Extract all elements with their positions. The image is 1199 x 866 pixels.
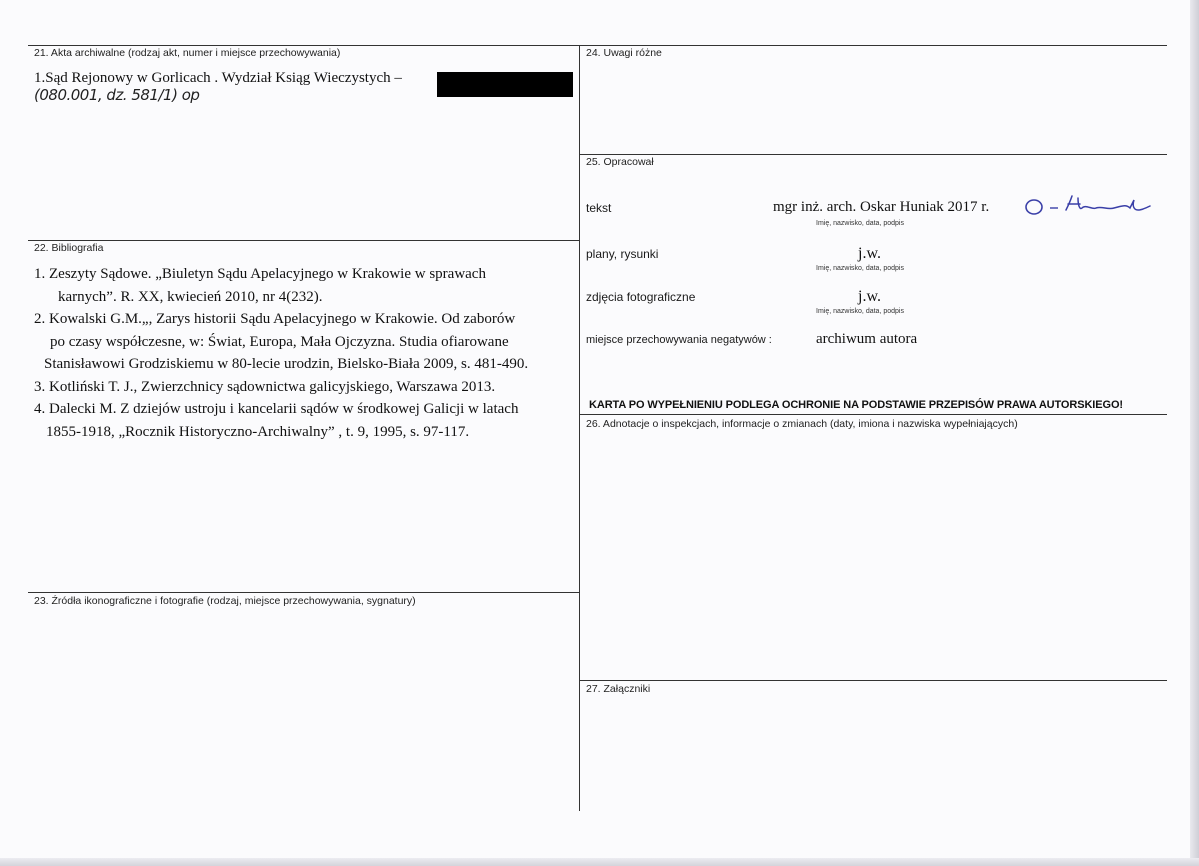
row-tekst-value: mgr inż. arch. Oskar Huniak 2017 r. bbox=[773, 199, 990, 215]
row-plany-caption: Imię, nazwisko, data, podpis bbox=[816, 265, 904, 272]
section-26-label: 26. Adnotacje o inspekcjach, informacje o zmianach (daty, imiona i nazwiska wypełniających) bbox=[586, 418, 1018, 430]
rule-23 bbox=[28, 592, 579, 593]
bibliography-line: po czasy współczesne, w: Świat, Europa, Mała Ojczyzna. Studia ofiarowane bbox=[50, 333, 509, 350]
section-22-label: 22. Bibliografia bbox=[34, 242, 104, 254]
negatives-value: archiwum autora bbox=[816, 331, 918, 347]
section-21-entry: 1.Sąd Rejonowy w Gorlicach . Wydział Ksiąg Wieczystych – bbox=[34, 70, 402, 86]
section-25-label: 25. Opracował bbox=[586, 156, 654, 168]
section-27-label: 27. Załączniki bbox=[586, 683, 651, 695]
bibliography-line: 4. Dalecki M. Z dziejów ustroju i kancelarii sądów w środkowej Galicji w latach bbox=[34, 401, 519, 417]
row-zdjecia-label: zdjęcia fotograficzne bbox=[586, 290, 696, 304]
redaction-box bbox=[437, 72, 573, 97]
bibliography-line: 2. Kowalski G.M.„, Zarys historii Sądu Apelacyjnego w Krakowie. Od zaborów bbox=[34, 311, 516, 327]
negatives-label: miejsce przechowywania negatywów : bbox=[586, 334, 772, 346]
row-plany-value: j.w. bbox=[858, 245, 881, 262]
section-23-label: 23. Źródła ikonograficzne i fotografie (rodzaj, miejsce przechowywania, sygnatury) bbox=[34, 595, 416, 607]
section-21-label: 21. Akta archiwalne (rodzaj akt, numer i miejsce przechowywania) bbox=[34, 47, 341, 59]
copyright-notice: KARTA PO WYPEŁNIENIU PODLEGA OCHRONIE NA PODSTAWIE PRZEPISÓW PRAWA AUTORSKIEGO! bbox=[589, 399, 1123, 411]
scan-edge-bottom bbox=[0, 858, 1199, 866]
center-divider bbox=[579, 45, 580, 811]
bibliography-list bbox=[34, 263, 574, 443]
section-21-handwritten: (080.001, dz. 581/1) op bbox=[34, 86, 200, 104]
bibliography-line: 1855-1918, „Rocznik Historyczno-Archiwalny” , t. 9, 1995, s. 97-117. bbox=[46, 423, 470, 440]
section-24-label: 24. Uwagi różne bbox=[586, 47, 662, 59]
bibliography-line: 3. Kotliński T. J., Zwierzchnicy sądownictwa galicyjskiego, Warszawa 2013. bbox=[34, 378, 496, 395]
bibliography-line: karnych”. R. XX, kwiecień 2010, nr 4(232). bbox=[58, 288, 323, 305]
rule-22 bbox=[28, 240, 579, 241]
row-tekst-label: tekst bbox=[586, 201, 612, 215]
top-rule-left bbox=[28, 45, 579, 46]
row-zdjecia-value: j.w. bbox=[858, 288, 881, 305]
row-zdjecia-caption: Imię, nazwisko, data, podpis bbox=[816, 308, 904, 315]
bibliography-line: 1. Zeszyty Sądowe. „Biuletyn Sądu Apelacyjnego w Krakowie w sprawach bbox=[34, 266, 486, 282]
rule-26 bbox=[579, 414, 1167, 415]
signature-icon bbox=[1022, 192, 1152, 218]
row-plany-label: plany, rysunki bbox=[586, 247, 659, 261]
scan-edge-right bbox=[1190, 0, 1199, 866]
top-rule-right bbox=[579, 45, 1167, 46]
rule-25 bbox=[579, 154, 1167, 155]
bibliography-line: Stanisławowi Grodziskiemu w 80-lecie urodzin, Bielsko-Biała 2009, s. 481-490. bbox=[44, 356, 529, 372]
row-tekst-caption: Imię, nazwisko, data, podpis bbox=[816, 220, 904, 227]
rule-27 bbox=[579, 680, 1167, 681]
